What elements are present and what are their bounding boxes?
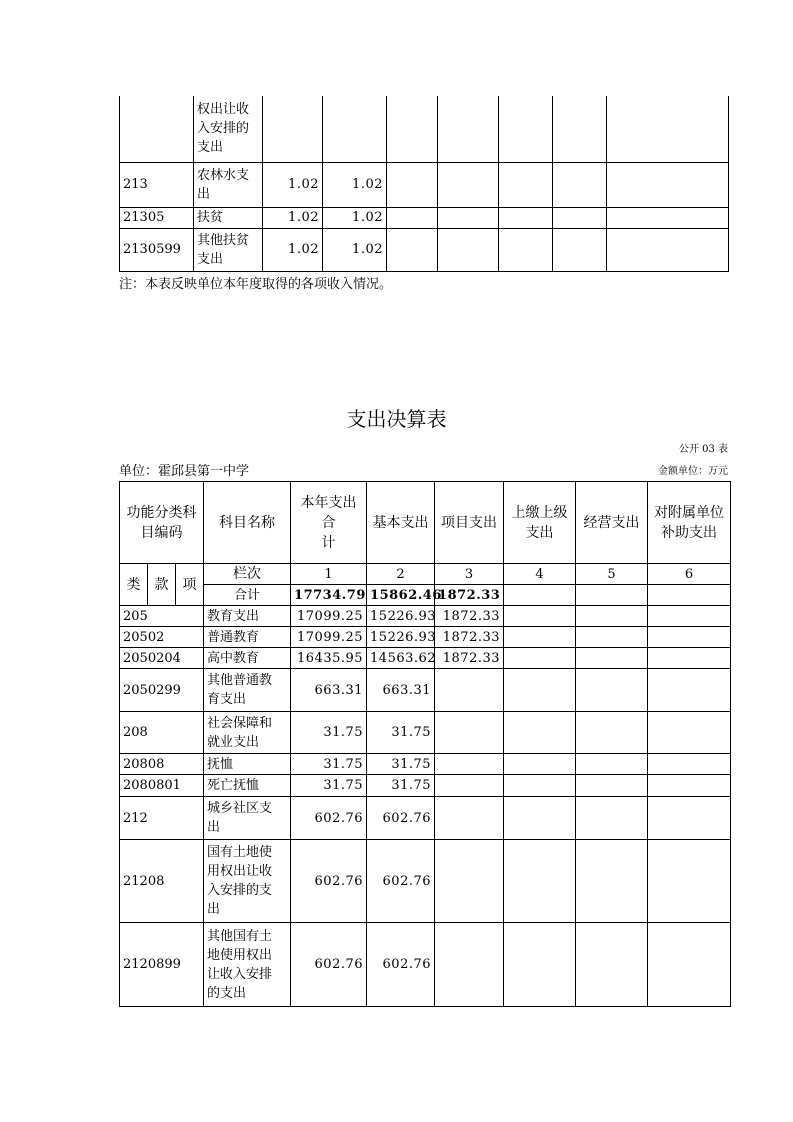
header-subject-name: 科目名称: [204, 482, 291, 564]
empty-cell: [576, 627, 648, 648]
header-line: 支出: [525, 524, 554, 541]
empty-cell: [438, 162, 499, 207]
header-line: 补助支出: [661, 524, 718, 541]
basic-cell: 15226.93: [367, 627, 435, 648]
empty-cell: [387, 207, 438, 228]
code-cell: 212: [120, 797, 204, 840]
total-basic: 15862.46: [367, 585, 435, 606]
name-line: 普通教育: [207, 629, 260, 645]
code-cell: 208: [120, 712, 204, 754]
total-project: 1872.33: [435, 585, 504, 606]
project-cell: [435, 840, 504, 923]
name-line: 让收入安排: [207, 966, 273, 982]
name-line: 支出: [197, 140, 224, 156]
project-cell: [435, 923, 504, 1007]
subject-name-cell: [194, 96, 263, 162]
header-line: 对附属单位: [654, 504, 725, 521]
column-index-row: [120, 564, 731, 585]
empty-cell: [504, 585, 576, 606]
header-subsidy: [648, 482, 731, 564]
total-cell: 1.02: [263, 162, 323, 207]
table-row: [120, 712, 731, 754]
empty-cell: [553, 162, 607, 207]
subject-name-cell: [204, 712, 291, 754]
code-cell: 2130599: [120, 228, 194, 271]
empty-cell: [576, 797, 648, 840]
name-line: 农林水支: [197, 167, 250, 183]
empty-cell: [499, 162, 553, 207]
subject-name-cell: [204, 669, 291, 712]
name-line: 教育支出: [207, 608, 260, 624]
table-row: [120, 754, 731, 775]
name-line: 抚恤: [207, 756, 234, 772]
table-row: [120, 627, 731, 648]
header-basic: 基本支出: [367, 482, 435, 564]
empty-cell: [504, 797, 576, 840]
total-cell: 602.76: [291, 840, 367, 923]
empty-cell: [648, 648, 731, 669]
empty-cell: [648, 840, 731, 923]
total-cell: 1.02: [263, 207, 323, 228]
column-number: 4: [504, 564, 576, 585]
total-cell: 17099.25: [291, 627, 367, 648]
table-row: [120, 775, 731, 797]
project-cell: 1872.33: [435, 606, 504, 627]
name-line: 死亡抚恤: [207, 778, 260, 793]
project-cell: 1872.33: [435, 648, 504, 669]
basic-cell: 602.76: [367, 923, 435, 1007]
header-xiang: 项: [176, 564, 204, 606]
code-cell: 205: [120, 606, 204, 627]
header-upper: [504, 482, 576, 564]
empty-cell: [648, 585, 731, 606]
empty-cell: [576, 648, 648, 669]
table-row: [120, 669, 731, 712]
basic-cell: 602.76: [367, 797, 435, 840]
subject-name-cell: [204, 923, 291, 1007]
code-cell: 2080801: [120, 775, 204, 797]
basic-cell: 1.02: [323, 207, 387, 228]
project-cell: [435, 775, 504, 797]
code-cell: [120, 96, 194, 162]
name-line: 出: [207, 902, 221, 917]
empty-cell: [648, 712, 731, 754]
empty-cell: [387, 96, 438, 162]
subject-name-cell: [204, 648, 291, 669]
basic-cell: 1.02: [323, 162, 387, 207]
table-row: [120, 228, 729, 271]
empty-cell: [607, 207, 729, 228]
expenditure-table: [119, 481, 731, 1007]
empty-cell: [648, 923, 731, 1007]
column-number: 3: [435, 564, 504, 585]
header-lei: 类: [120, 564, 148, 606]
reporting-unit: 单位：霍邱县第一中学: [119, 464, 250, 479]
form-code: 公开 03 表: [678, 444, 728, 455]
total-cell: 17099.25: [291, 606, 367, 627]
header-line: 本年支出合: [300, 494, 357, 531]
header-business: 经营支出: [576, 482, 648, 564]
empty-cell: [576, 669, 648, 712]
code-cell: 21305: [120, 207, 194, 228]
empty-cell: [607, 162, 729, 207]
code-cell: 20502: [120, 627, 204, 648]
empty-cell: [648, 797, 731, 840]
empty-cell: [648, 627, 731, 648]
subject-name-cell: [194, 207, 263, 228]
table-row: [120, 606, 731, 627]
project-cell: [435, 797, 504, 840]
total-cell: 602.76: [291, 797, 367, 840]
table-row: [120, 207, 729, 228]
empty-cell: [499, 96, 553, 162]
code-cell: 213: [120, 162, 194, 207]
empty-cell: [504, 775, 576, 797]
empty-cell: [648, 775, 731, 797]
header-total: [291, 482, 367, 564]
empty-cell: [438, 207, 499, 228]
code-cell: 2120899: [120, 923, 204, 1007]
basic-cell: 31.75: [367, 712, 435, 754]
total-row: [120, 585, 731, 606]
table-row: [120, 923, 731, 1007]
header-line: 功能分类科: [126, 504, 197, 521]
total-cell: 16435.95: [291, 648, 367, 669]
code-cell: 20808: [120, 754, 204, 775]
empty-cell: [648, 606, 731, 627]
name-line: 其他国有土: [207, 928, 273, 944]
empty-cell: [576, 840, 648, 923]
empty-cell: [504, 754, 576, 775]
total-cell: 602.76: [291, 923, 367, 1007]
name-line: 入安排的: [197, 121, 250, 137]
empty-cell: [504, 712, 576, 754]
header-row: [120, 482, 731, 564]
empty-cell: [499, 207, 553, 228]
subject-name-cell: [194, 228, 263, 271]
empty-cell: [576, 775, 648, 797]
empty-cell: [504, 627, 576, 648]
header-line: 目编码: [140, 524, 183, 541]
total-cell: 1.02: [263, 228, 323, 271]
name-line: 高中教育: [207, 650, 260, 666]
basic-cell: 31.75: [367, 754, 435, 775]
column-number: 2: [367, 564, 435, 585]
subject-name-cell: [204, 797, 291, 840]
column-number: 1: [291, 564, 367, 585]
code-cell: 2050299: [120, 669, 204, 712]
project-cell: [435, 712, 504, 754]
name-line: 出: [197, 186, 211, 202]
basic-cell: 663.31: [367, 669, 435, 712]
empty-cell: [504, 923, 576, 1007]
basic-cell: 15226.93: [367, 606, 435, 627]
empty-cell: [504, 669, 576, 712]
table-row: [120, 96, 729, 162]
total-amount: 17734.79: [291, 585, 367, 606]
name-line: 用权出让收: [207, 864, 273, 879]
name-line: 出: [207, 820, 221, 835]
column-number: 5: [576, 564, 648, 585]
empty-cell: [438, 228, 499, 271]
empty-cell: [648, 669, 731, 712]
amount-unit: 金额单位：万元: [658, 466, 728, 477]
empty-cell: [387, 228, 438, 271]
table-row: [120, 648, 731, 669]
name-line: 国有土地使: [207, 845, 273, 860]
subject-name-cell: [204, 775, 291, 797]
empty-cell: [499, 228, 553, 271]
name-line: 权出让收: [197, 102, 250, 118]
empty-cell: [553, 96, 607, 162]
empty-cell: [607, 228, 729, 271]
total-cell: 31.75: [291, 712, 367, 754]
column-number: 6: [648, 564, 731, 585]
table-row: [120, 797, 731, 840]
subject-name-cell: [204, 627, 291, 648]
name-line: 入安排的支: [207, 883, 273, 898]
empty-cell: [553, 228, 607, 271]
empty-cell: [576, 754, 648, 775]
name-line: 其他扶贫: [197, 232, 250, 248]
basic-cell: 602.76: [367, 840, 435, 923]
subject-name-cell: [204, 754, 291, 775]
subject-name-cell: [204, 840, 291, 923]
empty-cell: [504, 606, 576, 627]
total-cell: 31.75: [291, 775, 367, 797]
empty-cell: [576, 606, 648, 627]
header-line: 计: [321, 534, 336, 551]
empty-cell: [387, 162, 438, 207]
empty-cell: [648, 754, 731, 775]
total-label: 合计: [204, 585, 291, 606]
header-line: 上缴上级: [511, 504, 568, 521]
empty-cell: [553, 207, 607, 228]
empty-cell: [576, 923, 648, 1007]
empty-cell: [438, 96, 499, 162]
empty-cell: [504, 648, 576, 669]
basic-cell: 14563.62: [367, 648, 435, 669]
name-line: 支出: [197, 251, 224, 267]
basic-cell: 31.75: [367, 775, 435, 797]
total-cell: [263, 96, 323, 162]
name-line: 社会保障和: [207, 715, 273, 731]
subject-name-cell: [204, 606, 291, 627]
empty-cell: [576, 712, 648, 754]
page-title: 支出决算表: [346, 407, 447, 431]
table-row: [120, 840, 731, 923]
column-index-label: 栏次: [204, 564, 291, 585]
project-cell: [435, 669, 504, 712]
header-project: 项目支出: [435, 482, 504, 564]
name-line: 城乡社区支: [207, 801, 273, 816]
project-cell: [435, 754, 504, 775]
name-line: 其他普通教: [207, 673, 273, 688]
code-cell: 2050204: [120, 648, 204, 669]
empty-cell: [607, 96, 729, 162]
basic-cell: 1.02: [323, 228, 387, 271]
name-line: 育支出: [207, 692, 247, 707]
basic-cell: [323, 96, 387, 162]
empty-cell: [504, 840, 576, 923]
code-cell: 21208: [120, 840, 204, 923]
table-row: [120, 162, 729, 207]
header-kuan: 款: [148, 564, 176, 606]
previous-table-continuation: [119, 96, 729, 272]
total-cell: 663.31: [291, 669, 367, 712]
total-cell: 31.75: [291, 754, 367, 775]
name-line: 扶贫: [197, 210, 224, 225]
subject-name-cell: [194, 162, 263, 207]
project-cell: 1872.33: [435, 627, 504, 648]
name-line: 就业支出: [207, 734, 260, 750]
header-code-group: [120, 482, 204, 564]
table-note: 注：本表反映单位本年度取得的各项收入情况。: [119, 277, 393, 292]
name-line: 的支出: [207, 985, 247, 1001]
name-line: 地使用权出: [207, 947, 273, 963]
empty-cell: [576, 585, 648, 606]
